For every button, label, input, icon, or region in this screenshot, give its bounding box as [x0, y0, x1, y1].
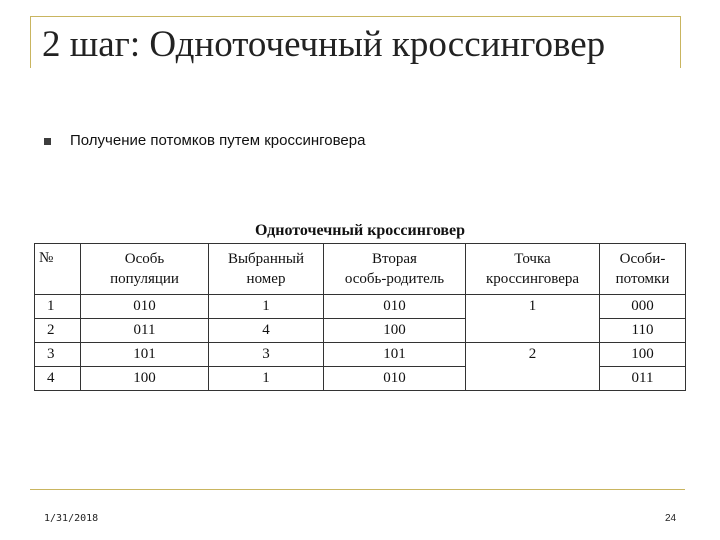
cell-offspring: 011	[600, 367, 686, 391]
header-second-parent	[324, 244, 466, 295]
table-header-row	[35, 244, 686, 295]
cell-crossover-point: 2	[466, 343, 600, 391]
header-offspring-line1: Особи-	[619, 251, 666, 267]
footer-page-number: 24	[665, 513, 677, 524]
frame-top-line	[30, 16, 680, 17]
cell-individual: 100	[81, 367, 209, 391]
cell-number: 3	[35, 343, 81, 367]
header-second-parent-line2: особь-родитель	[344, 271, 445, 287]
header-offspring-line2: потомки	[615, 271, 670, 287]
footer-date: 1/31/2018	[44, 513, 99, 524]
frame-bottom-line	[30, 489, 685, 490]
frame-left-line	[30, 16, 31, 68]
header-selected-line1: Выбранный	[227, 251, 305, 267]
header-individual	[81, 244, 209, 295]
cell-second-parent: 100	[324, 319, 466, 343]
square-bullet-icon	[44, 138, 51, 145]
header-selected	[209, 244, 324, 295]
header-second-parent-line1: Вторая	[372, 251, 417, 267]
cell-individual: 010	[81, 295, 209, 319]
cell-number: 4	[35, 367, 81, 391]
header-crossover-point-line1: Точка	[514, 251, 551, 267]
header-crossover-point	[466, 244, 600, 295]
cell-selected: 1	[209, 295, 324, 319]
cell-offspring: 000	[600, 295, 686, 319]
slide-title: 2 шаг: Одноточечный кроссинговер	[42, 24, 606, 65]
table-row	[35, 295, 686, 319]
header-offspring	[600, 244, 686, 295]
cell-number: 1	[35, 295, 81, 319]
header-individual-line1: Особь	[124, 251, 165, 267]
cell-selected: 1	[209, 367, 324, 391]
cell-selected: 3	[209, 343, 324, 367]
bullet-text: Получение потомков путем кроссинговера	[70, 132, 366, 149]
cell-number: 2	[35, 319, 81, 343]
header-individual-line2: популяции	[110, 271, 179, 287]
table-caption: Одноточечный кроссинговер	[254, 222, 466, 239]
table-row	[35, 343, 686, 367]
cell-individual: 101	[81, 343, 209, 367]
frame-right-line	[680, 16, 681, 68]
cell-second-parent: 101	[324, 343, 466, 367]
cell-second-parent: 010	[324, 367, 466, 391]
cell-second-parent: 010	[324, 295, 466, 319]
crossover-table	[34, 243, 686, 391]
cell-individual: 011	[81, 319, 209, 343]
cell-crossover-point: 1	[466, 295, 600, 343]
header-number: №	[35, 244, 81, 295]
header-selected-line2: номер	[246, 271, 286, 287]
cell-selected: 4	[209, 319, 324, 343]
header-crossover-point-line2: кроссинговера	[485, 271, 580, 287]
cell-offspring: 100	[600, 343, 686, 367]
cell-offspring: 110	[600, 319, 686, 343]
